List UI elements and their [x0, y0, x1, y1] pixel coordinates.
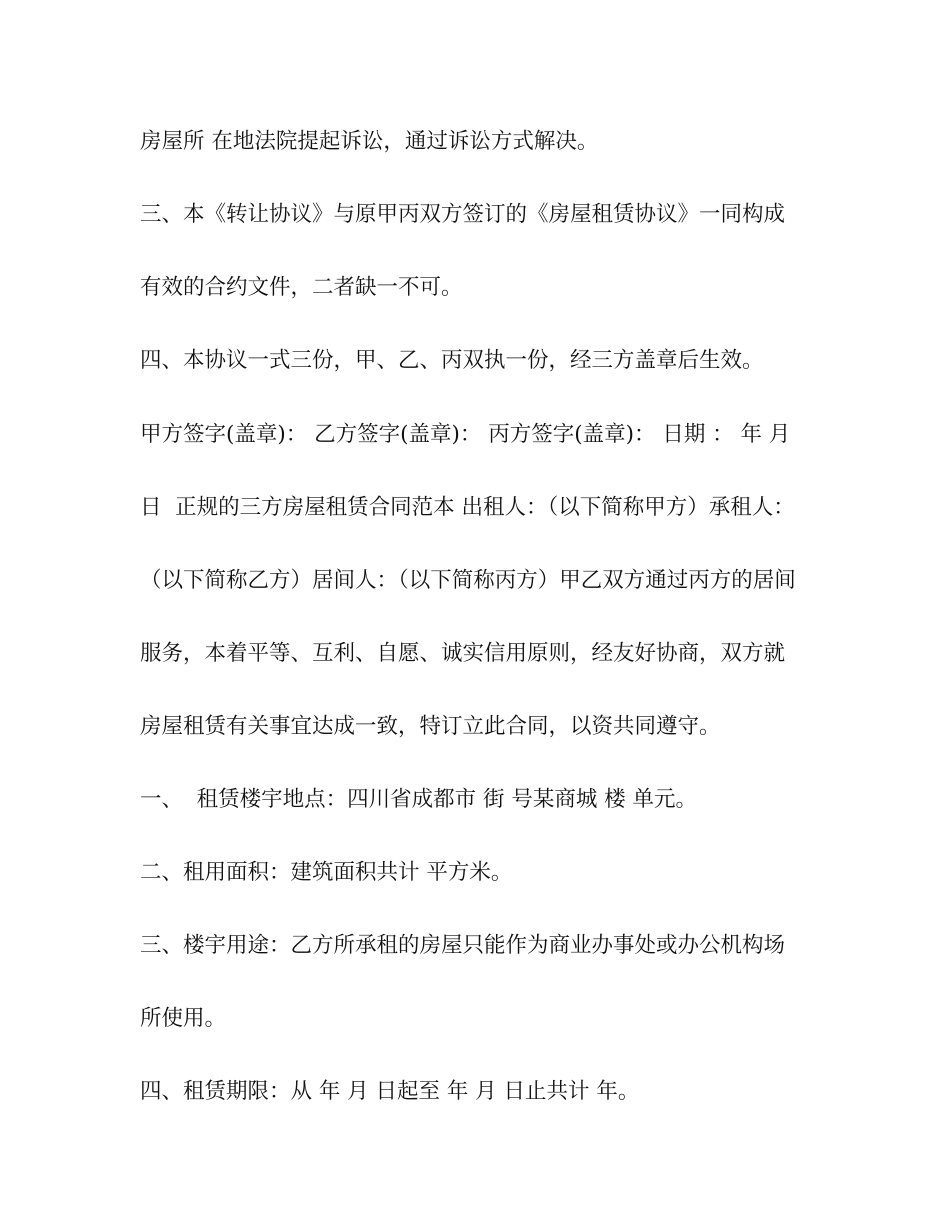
paragraph-line: 有效的合约文件，二者缺一不可。: [140, 275, 463, 300]
paragraph-line: 三、楼宇用途：乙方所承租的房屋只能作为商业办事处或办公机构场: [140, 933, 786, 958]
paragraph-line: 四、本协议一式三份，甲、乙、丙双执一份，经三方盖章后生效。: [140, 348, 764, 373]
paragraph-line: 房屋所 在地法院提起诉讼，通过诉讼方式解决。: [140, 129, 599, 154]
paragraph-line: 服务，本着平等、互利、自愿、诚实信用原则，经友好协商，双方就: [140, 641, 786, 666]
paragraph-line: 日 正规的三方房屋租赁合同范本 出租人：（以下简称甲方）承租人：: [140, 495, 795, 520]
paragraph-line: （以下简称乙方）居间人：（以下简称丙方）甲乙双方通过丙方的居间: [140, 568, 796, 593]
paragraph-line: 甲方签字(盖章)： 乙方签字(盖章)： 丙方签字(盖章)： 日期 ： 年 月: [140, 422, 791, 447]
paragraph-line: 房屋租赁有关事宜达成一致，特订立此合同，以资共同遵守。: [140, 714, 721, 739]
paragraph-line: 一、 租赁楼宇地点：四川省成都市 街 号某商城 楼 单元。: [140, 787, 698, 812]
paragraph-line: 三、本《转让协议》与原甲丙双方签订的《房屋租赁协议》一同构成: [140, 202, 786, 227]
paragraph-line: 所使用。: [140, 1006, 227, 1031]
paragraph-line: 四、租赁期限：从 年 月 日起至 年 月 日止共计 年。: [140, 1079, 640, 1104]
paragraph-line: 二、租用面积：建筑面积共计 平方米。: [140, 860, 513, 885]
